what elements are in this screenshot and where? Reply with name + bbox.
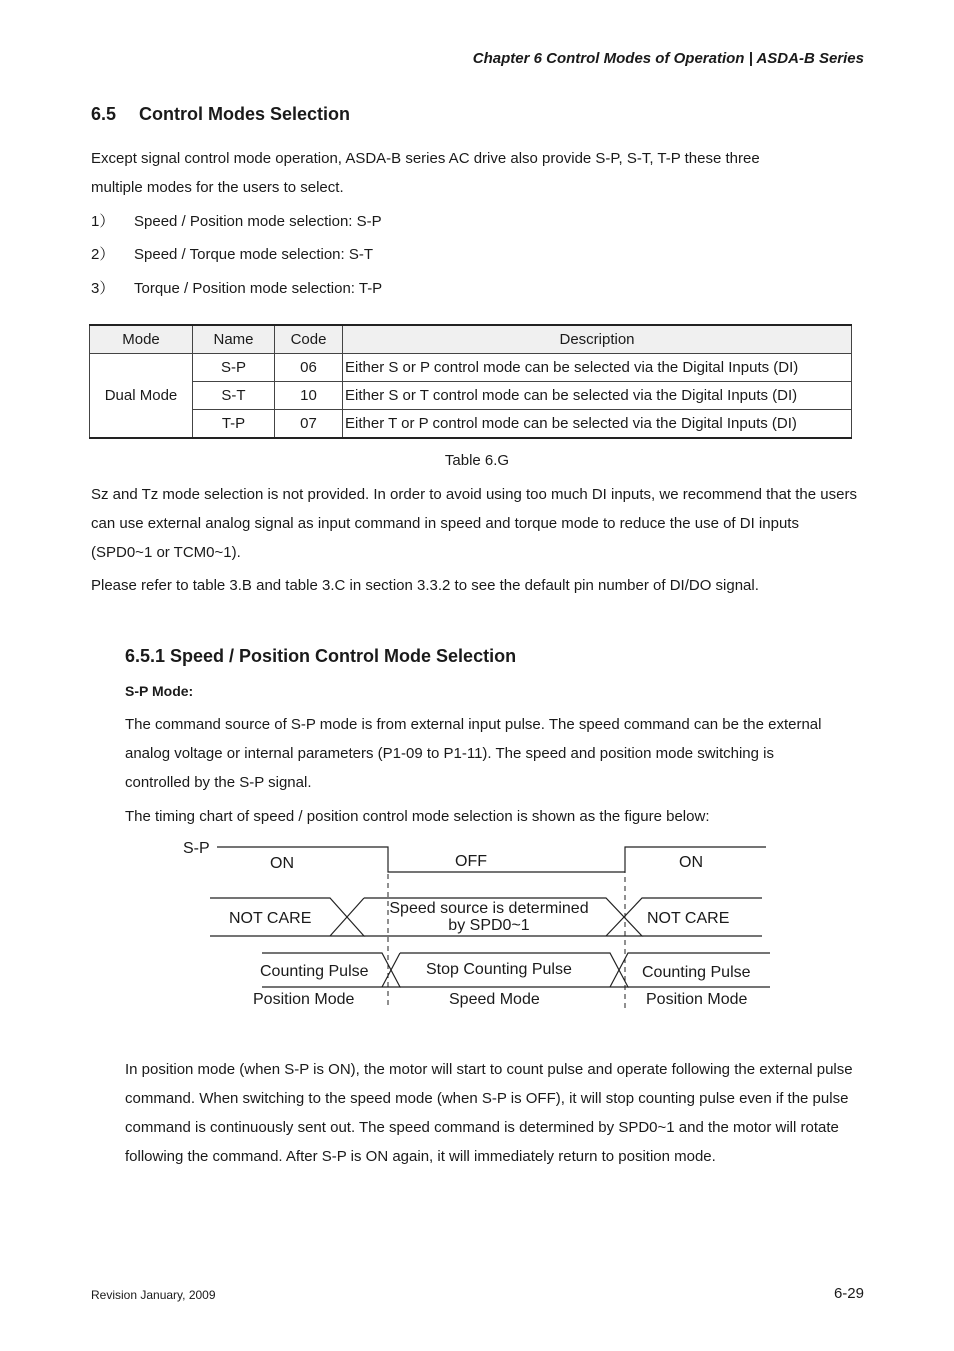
section-heading <box>91 104 350 125</box>
mode-paragraph: In position mode (when S-P is ON), the motor will start to count pulse and operate following the external pulse command. When switching to the speed mode (when S-P is OFF), it will stop counting pulse even if the pulse command is continuously sent out. The speed command is determined by SPD0~1 and the motor will rotate following the command. After S-P is ON again, it will immediately return to position mode. <box>125 1061 853 1165</box>
section-title: Control Modes Selection <box>139 104 351 124</box>
chapter-title: Chapter 6 Control Modes of Operation <box>472 50 745 67</box>
counting-pulse-label: Counting Pulse <box>642 964 751 981</box>
table-cell-name: S-T <box>193 382 275 410</box>
modes-table <box>89 324 852 439</box>
mode-paragraph: The command source of S-P mode is from external input pulse. The speed command can be the external analog voltage or internal parameters (P1-09 to P1-11). The speed and position mode switching is controlled by the S-P signal. <box>125 716 822 791</box>
revision-label: Revision January, 2009 <box>91 1288 216 1302</box>
on-label: ON <box>270 855 294 872</box>
table-cell-desc: Either S or P control mode can be selected via the Digital Inputs (DI) <box>343 354 852 382</box>
position-mode-label: Position Mode <box>253 991 355 1008</box>
list-text: Speed / Position mode selection: S-P <box>134 213 382 230</box>
list-text: Speed / Torque mode selection: S-T <box>134 246 374 263</box>
off-label: OFF <box>455 853 487 870</box>
speed-source-label: by SPD0~1 <box>448 917 530 934</box>
table-header-cell: Code <box>275 325 343 354</box>
list-item <box>91 245 373 265</box>
list-number: 3） <box>91 280 115 297</box>
table-cell-name: T-P <box>193 410 275 439</box>
speed-mode-label: Speed Mode <box>449 991 540 1008</box>
table-header-cell: Name <box>193 325 275 354</box>
position-mode-label: Position Mode <box>646 991 748 1008</box>
header-separator: | <box>748 50 757 67</box>
page-number: 6-29 <box>833 1285 864 1302</box>
table-row <box>90 382 852 410</box>
table-caption: Table 6.G <box>444 452 510 469</box>
table-group-cell: Dual Mode <box>90 354 193 439</box>
list-item <box>91 212 382 232</box>
section-intro: Except signal control mode operation, ASDA-B series AC drive also provide S-P, S-T, T-P these three multiple modes for the users to select. <box>91 150 760 196</box>
list-text: Torque / Position mode selection: T-P <box>134 280 383 297</box>
table-row <box>90 410 852 439</box>
table-cell-code: 07 <box>275 410 343 439</box>
table-cell-code: 06 <box>275 354 343 382</box>
series-title: ASDA-B Series <box>756 50 864 67</box>
table-header-cell: Mode <box>90 325 193 354</box>
note-paragraph: Sz and Tz mode selection is not provided. In order to avoid using too much DI inputs, we recommend that the users can use external analog signal as input command in speed and torque mode to reduce the use of DI inputs (SPD0~1 or TCM0~1). <box>91 486 857 561</box>
not-care-label: NOT CARE <box>647 910 730 927</box>
table-header-row <box>90 325 852 354</box>
table-cell-desc: Either S or T control mode can be selected via the Digital Inputs (DI) <box>343 382 852 410</box>
table-row <box>90 354 852 382</box>
not-care-label: NOT CARE <box>229 910 312 927</box>
on-label: ON <box>679 854 703 871</box>
subsection-heading: 6.5.1 Speed / Position Control Mode Selection <box>125 646 517 666</box>
page-header <box>473 50 864 67</box>
signal-label: S-P <box>183 840 210 857</box>
timing-chart <box>0 830 954 1015</box>
table-cell-code: 10 <box>275 382 343 410</box>
mode-paragraph: The timing chart of speed / position control mode selection is shown as the figure below: <box>125 808 710 825</box>
counting-pulse-label: Counting Pulse <box>260 963 369 980</box>
section-number: 6.5 <box>91 104 117 124</box>
note-paragraph: Please refer to table 3.B and table 3.C in section 3.3.2 to see the default pin number of DI/DO signal. <box>91 577 759 594</box>
table-cell-name: S-P <box>193 354 275 382</box>
list-item <box>91 279 382 299</box>
speed-source-label: Speed source is determined <box>389 900 589 917</box>
stop-counting-label: Stop Counting Pulse <box>426 961 572 978</box>
list-number: 2） <box>91 246 115 263</box>
table-cell-desc: Either T or P control mode can be selected via the Digital Inputs (DI) <box>343 410 852 439</box>
mode-label: S-P Mode: <box>125 683 194 699</box>
list-number: 1） <box>91 213 115 230</box>
table-header-cell: Description <box>343 325 852 354</box>
